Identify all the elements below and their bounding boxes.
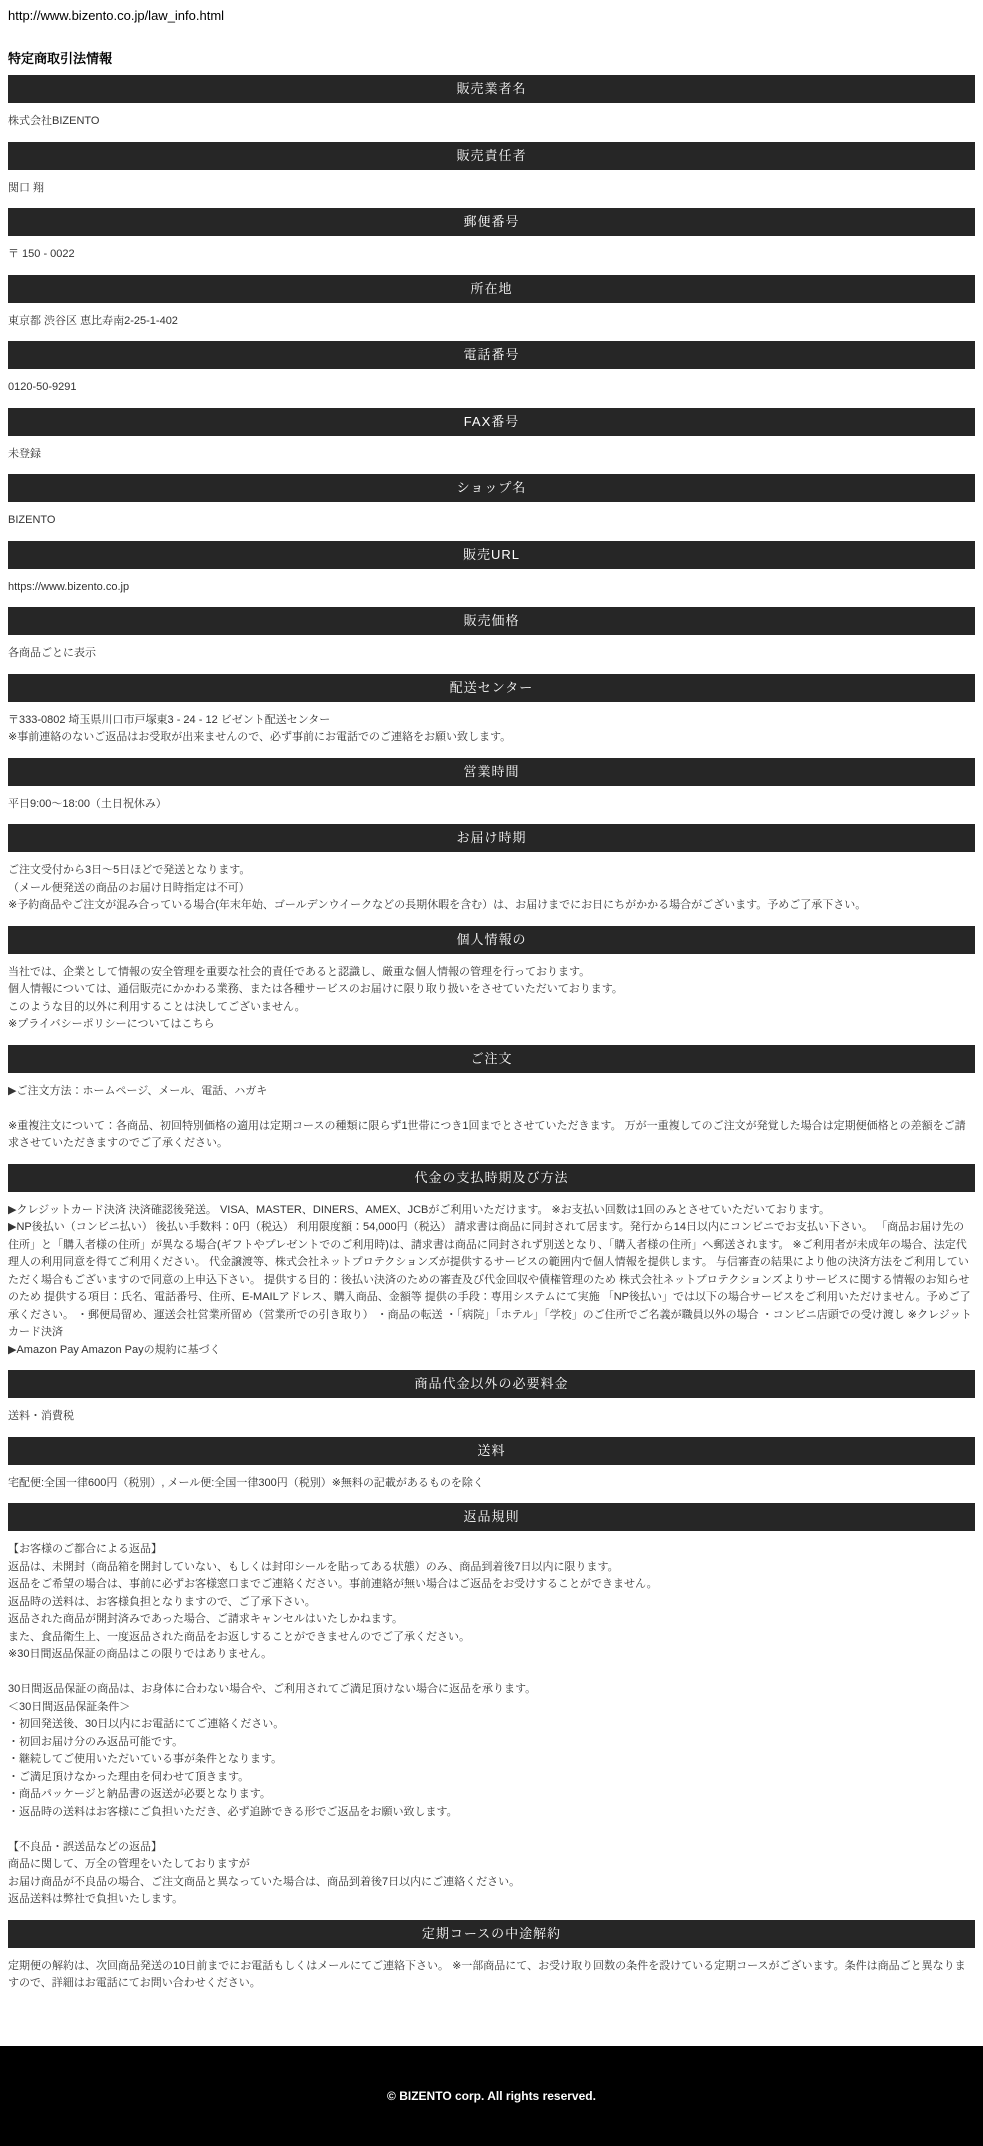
section-line [8,1664,975,1682]
section-line: 返品時の送料は、お客様負担となりますので、ご了承下さい。 [8,1595,316,1608]
section [8,1045,975,1164]
section-line: 【不良品・誤送品などの返品】 [8,1840,162,1853]
section-line: ・初回お届け分のみ返品可能です。 [8,1735,184,1748]
section-body [8,303,975,342]
section-line: 関口 翔 [8,181,45,194]
section-line: 定期便の解約は、次回商品発送の10日前までにお電話もしくはメールにてご連絡下さい。 ※一部商品にて、お受け取り回数の条件を設けている定期コースがございます。条件は商品ごと異なりますので、詳細はお電話にてお問い合わせください。 [8,1959,966,1989]
section-header: ショップ名 [8,474,975,502]
section-line: 返品は、未開封（商品箱を開封していない、もしくは封印シールを貼ってある状態）のみ、商品到着後7日以内に限ります。 [8,1560,619,1573]
section-body [8,954,975,1045]
section-header: 配送センター [8,674,975,702]
section-body [8,502,975,541]
section [8,208,975,275]
section-body [8,1192,975,1371]
section [8,1920,975,2004]
section-header: 所在地 [8,275,975,303]
section [8,541,975,608]
section-line: ・初回発送後、30日以内にお電話にてご連絡ください。 [8,1718,285,1730]
section [8,1370,975,1437]
page-title: 特定商取引法情報 [8,51,113,66]
section [8,824,975,926]
section-header: 返品規則 [8,1503,975,1531]
section-line: 東京都 渋谷区 恵比寿南2-25-1-402 [8,314,178,327]
section-line: ▶ご注文方法：ホームページ、メール、電話、ハガキ [8,1084,268,1097]
section-line: ・継続してご使用いただいている事が条件となります。 [8,1753,283,1765]
section-body [8,436,975,475]
section-body [8,170,975,209]
section-line [8,1100,975,1118]
section-header: 販売価格 [8,607,975,635]
section-line: また、食品衛生上、一度返品された商品をお返しすることができませんのでご了承ください。 [8,1630,470,1643]
section-body [8,103,975,142]
section-body [8,569,975,608]
section [8,926,975,1045]
section [8,1437,975,1504]
section [8,607,975,674]
section [8,758,975,825]
section-header: 個人情報の [8,926,975,954]
section-line: ＜30日間返品保証条件＞ [8,1700,131,1713]
section-line: ※重複注文について：各商品、初回特別価格の適用は定期コースの種類に限らず1世帯につき1回までとさせていただきます。 万が一重複してのご注文が発覚した場合は定期便価格との差額をご請求させていただきますのでご了承ください。 [8,1119,966,1149]
section [8,408,975,475]
section-line: 返品された商品が開封済みであった場合、ご請求キャンセルはいたしかねます。 [8,1613,404,1625]
section-line [8,1821,975,1839]
section-line: 返品送料は弊社で負担いたします。 [8,1893,184,1905]
section-header: 販売責任者 [8,142,975,170]
section-line: このような目的以外に利用することは決してございません。 [8,1000,306,1013]
section-line: お届け商品が不良品の場合、ご注文商品と異なっていた場合は、商品到着後7日以内にご連絡ください。 [8,1875,521,1888]
section-line: ▶Amazon Pay Amazon Payの規約に基づく [8,1343,221,1356]
section-header: 販売業者名 [8,75,975,103]
section-body [8,786,975,825]
section-body [8,1531,975,1920]
section [8,75,975,142]
section-line: ・商品パッケージと納品書の返送が必要となります。 [8,1788,271,1800]
section-line: 30日間返品保証の商品は、お身体に合わない場合や、ご利用されてご満足頂けない場合に返品を承ります。 [8,1683,537,1695]
section-line: ※予約商品やご注文が混み合っている場合(年末年始、ゴールデンウイークなどの長期休暇を含む）は、お届けまでにお日にちがかかる場合がございます。予めご了承下さい。 [8,899,867,911]
section [8,275,975,342]
section-body [8,702,975,758]
section-header: お届け時期 [8,824,975,852]
section-line: ・返品時の送料はお客様にご負担いただき、必ず追跡できる形でご返品をお願い致します。 [8,1805,458,1818]
sections-container [8,75,975,2004]
section-line: 【お客様のご都合による返品】 [8,1543,162,1555]
section [8,341,975,408]
section-line: 平日9:00～18:00（土日祝休み） [8,797,167,810]
section-header: 定期コースの中途解約 [8,1920,975,1948]
section-header: 営業時間 [8,758,975,786]
section-header: 代金の支払時期及び方法 [8,1164,975,1192]
section-line: https://www.bizento.co.jp [8,580,130,593]
section-line: 0120-50-9291 [8,381,77,393]
section-body [8,1465,975,1504]
section-body [8,1073,975,1164]
section-header: 電話番号 [8,341,975,369]
section [8,674,975,758]
section [8,474,975,541]
section-body [8,635,975,674]
section-line: ▶クレジットカード決済 決済確認後発送。 VISA、MASTER、DINERS、AMEX、JCBがご利用いただけます。 ※お支払い回数は1回のみとさせていただいております。 [8,1203,831,1216]
section [8,142,975,209]
section-body [8,1398,975,1437]
section-line: 株式会社BIZENTO [8,115,100,127]
section-line: BIZENTO [8,514,56,526]
section-line: 個人情報については、通信販売にかかわる業務、または各種サービスのお届けに限り取り扱いをさせていただいております。 [8,983,623,995]
section-line: ・ご満足頂けなかった理由を伺わせて頂きます。 [8,1770,250,1783]
section-body [8,1948,975,2004]
section-line: 商品に関して、万全の管理をいたしておりますが [8,1858,250,1870]
section-header: 郵便番号 [8,208,975,236]
copyright-text: © BIZENTO corp. All rights reserved. [387,2088,596,2103]
footer [0,2046,983,2146]
section-line: 返品をご希望の場合は、事前に必ずお客様窓口までご連絡ください。事前連絡が無い場合はご返品をお受けすることができません。 [8,1578,658,1590]
section-line: ※30日間返品保証の商品はこの限りではありません。 [8,1648,273,1660]
section-header: FAX番号 [8,408,975,436]
section-line: 宅配便:全国一律600円（税別）, メール便:全国一律300円（税別）※無料の記載があるものを除く [8,1476,484,1489]
section-header: ご注文 [8,1045,975,1073]
section [8,1164,975,1371]
section-line: 〒 150 - 0022 [8,248,75,260]
section-line: ご注文受付から3日～5日ほどで発送となります。 [8,864,251,876]
section-line: 〒333-0802 埼玉県川口市戸塚東3 - 24 - 12 ビゼント配送センター [8,713,331,726]
section-body [8,852,975,926]
section-header: 商品代金以外の必要料金 [8,1370,975,1398]
section [8,1503,975,1920]
section-body [8,236,975,275]
section-line: ※事前連絡のないご返品はお受取が出来ませんので、必ず事前にお電話でのご連絡をお願い致します。 [8,731,512,743]
page-url: http://www.bizento.co.jp/law_info.html [8,8,225,23]
section-header: 送料 [8,1437,975,1465]
section-line: 当社では、企業として情報の安全管理を重要な社会的責任であると認識し、厳重な個人情報の管理を行っております。 [8,965,591,978]
section-line: （メール便発送の商品のお届け日時指定は不可） [8,881,250,894]
section-line: 未登録 [8,447,41,460]
section-line: 送料・消費税 [8,1410,74,1422]
section-line: 各商品ごとに表示 [8,647,96,659]
section-header: 販売URL [8,541,975,569]
section-line: ※プライバシーポリシーについてはこちら [8,1018,215,1030]
section-body [8,369,975,408]
section-line: ▶NP後払い（コンビニ払い） 後払い手数料：0円（税込） 利用限度額：54,000円（税込） 請求書は商品に同封されて居ます。発行から14日以内にコンビニでお支払い下さい。 「商品お届け先の住所」と「購入者様の住所」が異なる場合(ギフトやプレゼントでのご利用時)は、請求書は商品に同封されず別送となり、「購入者様の住所」へ郵送されます。 ※ご利用者が未成年の場合、法定代理人の利用同意を得てご利用ください。 代金譲渡等、株式会社ネットプロテクションズが提供するサービスの範囲内で個人情報を提供します。 与信審査の結果により他の決済方法をご利用していただく場合もございますので同意の上申込下さい。 提供する目的：後払い決済のための審査及び代金回収や債権管理のため 株式会社ネットプロテクションズよりサービスに関する情報のお知らせのため 提供する項目：氏名、電話番号、住所、E-MAILアドレス、購入商品、金額等 提供の手段：専用システムにて実施 「NP後払い」では以下の場合サービスをご利用いただけません。予めご了承ください。 ・郵便局留め、運送会社営業所留め（営業所での引き取り） ・商品の転送 ・「病院」「ホテル」「学校」のご住所でご名義が職員以外の場合 ・コンビニ店頭での受け渡し ※クレジットカード決済 [8,1221,972,1338]
